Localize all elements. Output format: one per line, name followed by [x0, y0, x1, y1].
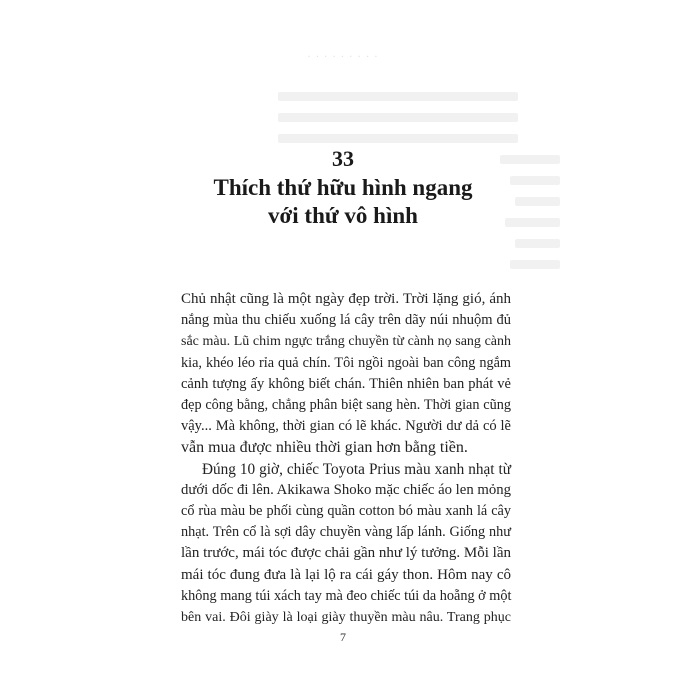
text-line: nhạt. Trên cổ là sợi dây chuyền vàng lấp lánh. Giống như: [181, 524, 511, 541]
bleed-through-line: [515, 239, 560, 248]
bleed-through-line: [278, 113, 518, 122]
chapter-number: 33: [332, 146, 354, 171]
text-line: cổ rùa màu be phối cùng quần cotton bó màu xanh lá cây: [181, 503, 511, 520]
text-line: kia, khéo léo rỉa quả chín. Tôi ngồi ngoài ban công ngắm: [181, 354, 511, 371]
text-line: lần trước, mái tóc được chải gần như lý tưởng. Mỗi lần: [181, 545, 511, 562]
chapter-title-line-2: với thứ vô hình: [268, 203, 418, 228]
chapter-title: [0, 174, 686, 230]
bleed-through-line: [510, 260, 560, 269]
text-line: không mang túi xách tay mà đeo chiếc túi da hoẵng ở một: [181, 587, 512, 604]
text-line: Đúng 10 giờ, chiếc Toyota Prius màu xanh nhạt từ: [202, 460, 511, 478]
text-line: mái tóc đung đưa là lại lộ ra cái gáy thon. Hôm nay cô: [181, 566, 511, 583]
text-line: sắc màu. Lũ chim ngực trắng chuyền từ cành nọ sang cành: [181, 334, 511, 350]
page-number: 7: [340, 630, 346, 644]
text-line: bên vai. Đôi giày là loại giày thuyền màu nâu. Trang phục: [181, 610, 511, 626]
bleed-through-line: [278, 92, 518, 101]
text-line: cảnh tượng ấy không biết chán. Thiên nhiên ban phát vẻ: [181, 375, 511, 392]
text-line: đẹp công bằng, chẳng phân biệt sang hèn. Thời gian cũng: [181, 397, 511, 414]
text-line: vậy... Mà không, thời gian có lẽ khác. Người dư dả có lẽ: [181, 418, 511, 435]
chapter-title-line-1: Thích thứ hữu hình ngang: [213, 175, 473, 200]
text-line: nắng mùa thu chiếu xuống lá cây trên dãy núi nhuộm đủ: [181, 312, 511, 329]
text-line: Chủ nhật cũng là một ngày đẹp trời. Trời lặng gió, ánh: [181, 291, 511, 307]
bleed-through-header: · · · · · · · · ·: [307, 52, 379, 63]
text-line: vẫn mua được nhiều thời gian hơn bằng tiền.: [181, 439, 468, 457]
text-line: dưới dốc đi lên. Akikawa Shoko mặc chiếc áo len mỏng: [181, 481, 511, 498]
body-text: [181, 289, 511, 628]
bleed-through-line: [278, 134, 518, 143]
